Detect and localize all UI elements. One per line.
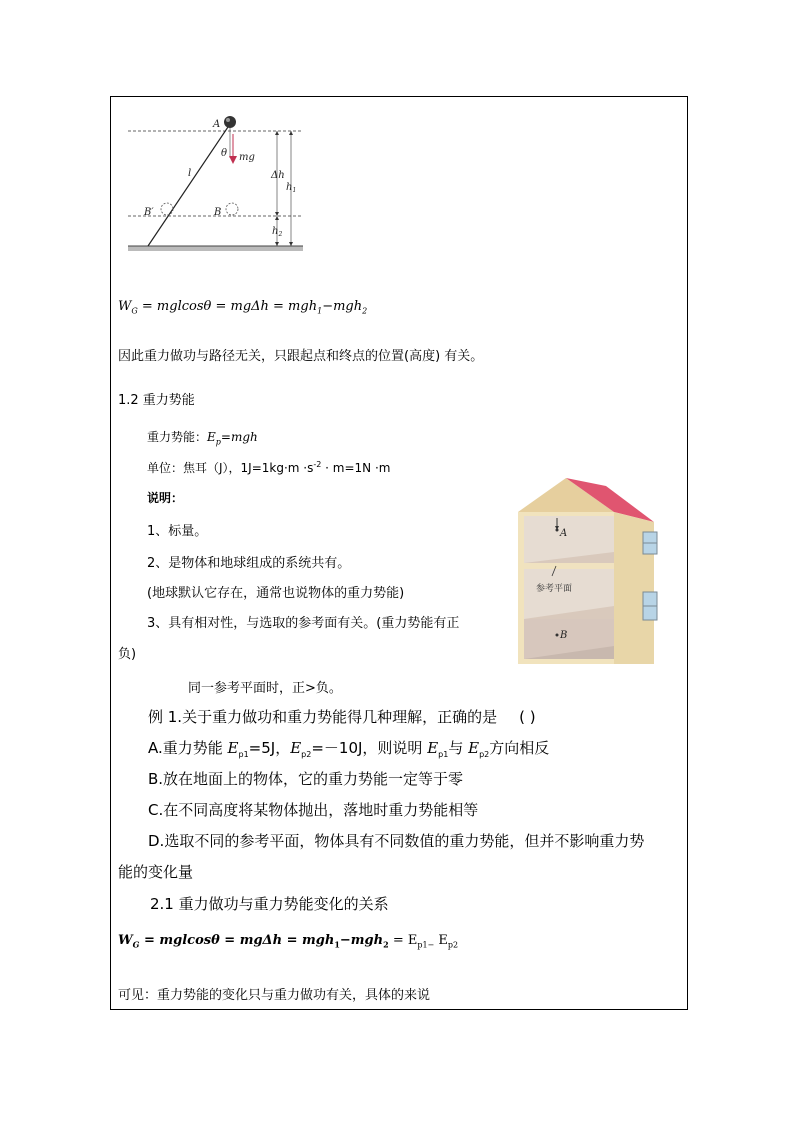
label-h2: $h_2$	[272, 226, 283, 238]
house-label-a: A	[560, 528, 568, 539]
label-a: A	[213, 119, 221, 130]
path-independence-text: 因此重力做功与路径无关，只跟起点和终点的位置(高度) 有关。	[118, 349, 484, 364]
incline-diagram	[118, 108, 318, 258]
label-mg: mg	[239, 152, 255, 163]
conclusion-text: 可见：重力势能的变化只与重力做功有关，具体的来说	[118, 988, 431, 1003]
notes-title: 说明：	[147, 491, 184, 505]
house-label-ref: 参考平面	[536, 584, 573, 594]
option-d-line1: D.选取不同的参考平面，物体具有不同数值的重力势能，但并不影响重力势	[148, 832, 645, 850]
house-diagram	[512, 472, 662, 672]
unit-line: 单位：焦耳（J），$1J=1kg\cdot m \cdot s^{-2} \cdot m=1N \cdot m$	[147, 460, 391, 475]
example-question: 例 1.关于重力做功和重力势能得几种理解，正确的是 ( )	[148, 708, 536, 726]
work-formula: $W_G = mglcos\theta = mg\Delta h = mgh_1-mgh_2$	[118, 299, 368, 316]
note-3a: 3、具有相对性，与选取的参考面有关。(重力势能有正	[147, 616, 460, 631]
label-l: l	[188, 168, 192, 179]
label-dh: Δh	[271, 170, 285, 181]
option-d-line2: 能的变化量	[118, 863, 194, 881]
section-heading-2-1: 2.1 重力做功与重力势能变化的关系	[150, 895, 389, 913]
work-energy-formula: $W_G = mglcos\theta = mg\Delta h = mgh_1-mgh_2 = E_{p1-}$ $E_{p2}$	[118, 933, 459, 950]
label-b-prime: B′	[144, 207, 154, 218]
note-1: 1、标量。	[147, 524, 208, 539]
section-heading-1-2: 1.2 重力势能	[118, 393, 195, 408]
option-a: A.重力势能 $E_{p1}=5J$，$E_{p2}=-10J$，则说明 $E_{p1}$与 $E_{p2}$方向相反	[148, 739, 550, 759]
option-c: C.在不同高度将某物体抛出，落地时重力势能相等	[148, 801, 479, 819]
note-2b: (地球默认它存在，通常也说物体的重力势能)	[147, 586, 405, 601]
house-label-b: B	[560, 630, 568, 641]
option-b: B.放在地面上的物体，它的重力势能一定等于零	[148, 770, 464, 788]
note-3b: 负)	[118, 647, 137, 662]
label-h1: $h_1$	[286, 182, 297, 194]
label-theta: θ	[221, 148, 228, 159]
label-b: B	[214, 207, 222, 218]
same-plane-text: 同一参考平面时，正>负。	[188, 681, 342, 696]
note-2: 2、是物体和地球组成的系统共有。	[147, 556, 351, 571]
definition-line: 重力势能：$E_p=mgh$	[147, 430, 258, 447]
